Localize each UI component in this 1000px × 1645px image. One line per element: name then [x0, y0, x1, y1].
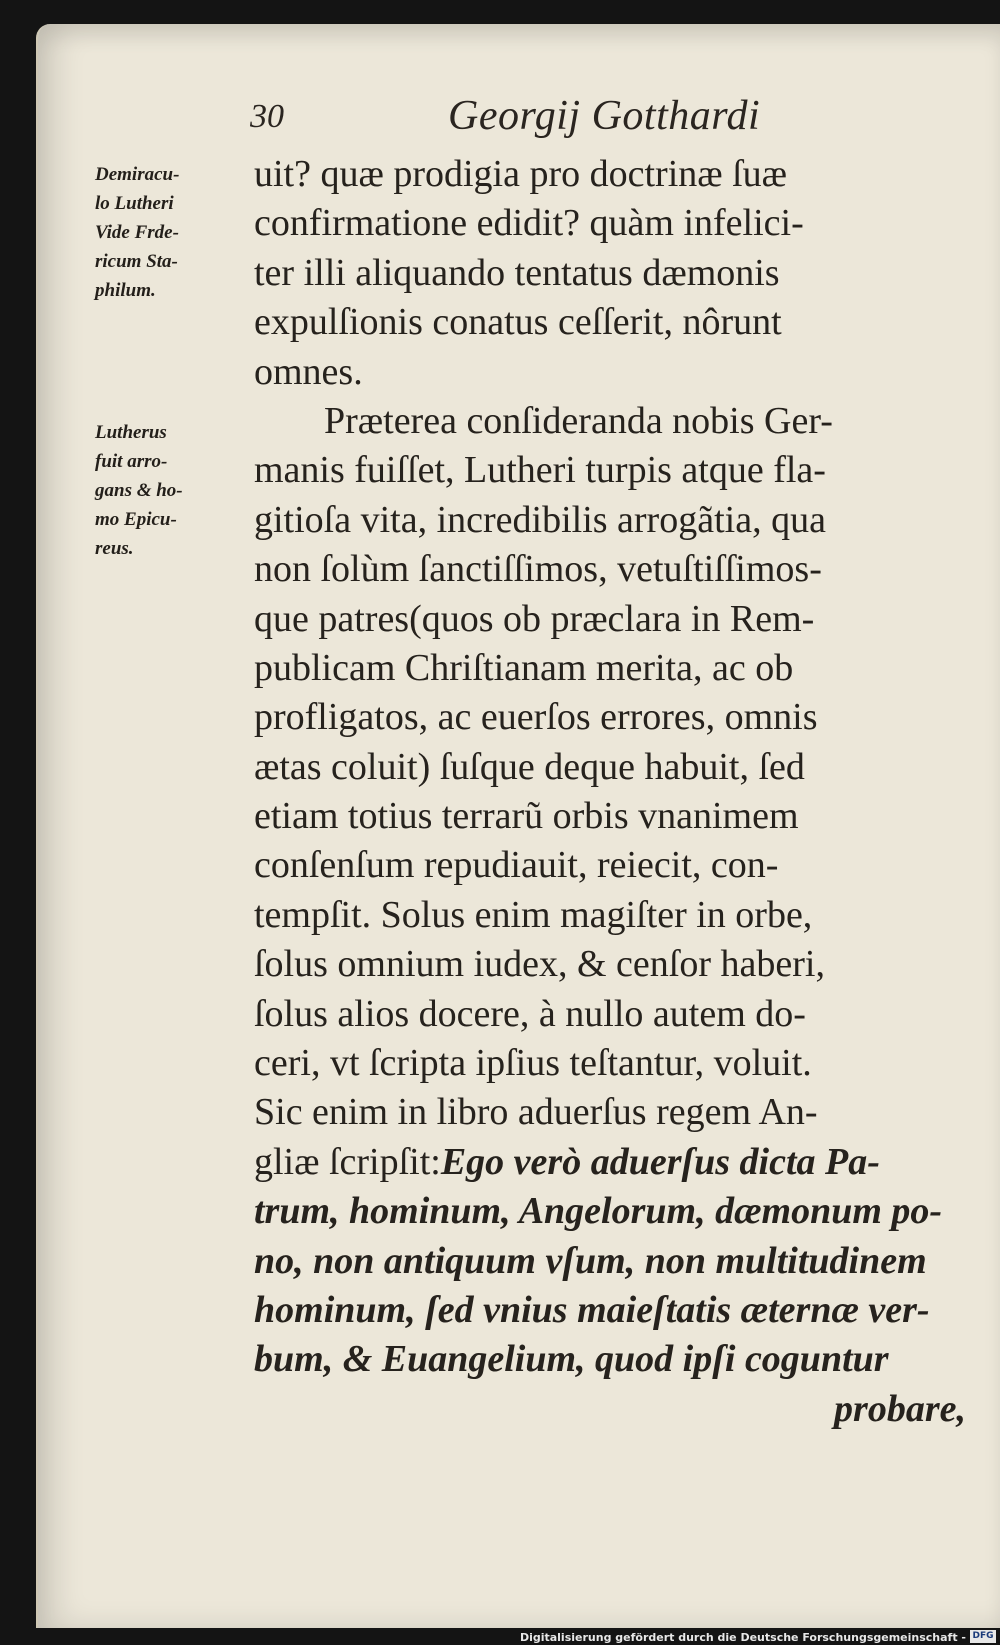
text-line-mixed [254, 1138, 966, 1187]
margin-note-line: reus. [95, 538, 134, 559]
running-head: Georgij Gotthardi [448, 93, 761, 139]
text-line: uit? quæ prodigia pro doctrinæ ſuæ [254, 153, 788, 195]
text-line: omnes. [254, 350, 363, 393]
text-line: publicam Chriſtianam merita, ac ob [254, 646, 794, 689]
text-line: ceri, vt ſcripta ipſius teſtantur, voluit. [254, 1042, 812, 1085]
text-line: conſenſum repudiauit, reiecit, con- [254, 844, 779, 887]
quotation-span: Ego verò aduerſus dicta Pa- [440, 1140, 880, 1183]
digitization-credit: Digitalisierung gefördert durch die Deutsche Forschungsgemeinschaft - [519, 1631, 966, 1644]
margin-note-line: gans & ho- [95, 480, 183, 501]
margin-note-line: mo Epicu- [95, 509, 177, 530]
quotation-line: hominum, ſed vnius maieſtatis æternæ ver- [254, 1288, 930, 1331]
text-line: Præterea conſideranda nobis Ger- [324, 399, 833, 442]
text-line: non ſolùm ſanctiſſimos, vetuſtiſſimos- [254, 548, 822, 591]
quotation-line: no, non antiquum vſum, non multitudinem [254, 1239, 927, 1282]
text-span: gliæ ſcripſit: [254, 1140, 441, 1183]
text-line: manis fuiſſet, Lutheri turpis atque fla- [254, 449, 826, 492]
dfg-logo: DFG [970, 1630, 996, 1643]
text-line: ter illi aliquando tentatus dæmonis [254, 251, 780, 294]
text-line: Sic enim in libro aduerſus regem An- [254, 1091, 818, 1134]
text-line: tempſit. Solus enim magiſter in orbe, [254, 893, 813, 936]
text-line: gitioſa vita, incredibilis arrogãtia, qua [254, 498, 826, 541]
margin-note-line: Demiracu- [95, 164, 180, 185]
margin-note-line: ricum Sta- [95, 251, 178, 272]
text-line: confirmatione edidit? quàm infelici- [254, 202, 804, 245]
footer-bar [0, 1628, 1000, 1645]
margin-note-line: philum. [95, 280, 156, 301]
margin-note-arrogance [95, 418, 275, 563]
text-line: expulſionis conatus ceſſerit, nôrunt [254, 301, 782, 344]
margin-note-line: lo Lutheri [95, 193, 174, 214]
text-line: etiam totius terrarũ orbis vnanimem [254, 795, 799, 838]
margin-note-line: fuit arro- [95, 451, 168, 472]
quotation-line: trum, hominum, Angelorum, dæmonum po- [254, 1190, 943, 1233]
margin-note-line: Vide Frde- [95, 222, 179, 243]
margin-note-line: Lutherus [95, 422, 167, 443]
text-line: ſolus omnium iudex, & cenſor haberi, [254, 943, 825, 986]
text-line: ſolus alios docere, à nullo autem do- [254, 992, 806, 1035]
catchword: probare, [834, 1387, 966, 1430]
quotation-line: bum, & Euangelium, quod ipſi coguntur [254, 1338, 889, 1381]
margin-note-miracles [95, 160, 275, 305]
text-line: ætas coluit) ſuſque deque habuit, ſed [254, 745, 805, 788]
body-text [254, 150, 966, 1434]
text-line: profligatos, ac euerſos errores, omnis [254, 696, 818, 739]
text-line: que patres(quos ob præclara in Rem- [254, 597, 815, 640]
page-header [0, 93, 1000, 148]
page-number: 30 [250, 98, 284, 135]
